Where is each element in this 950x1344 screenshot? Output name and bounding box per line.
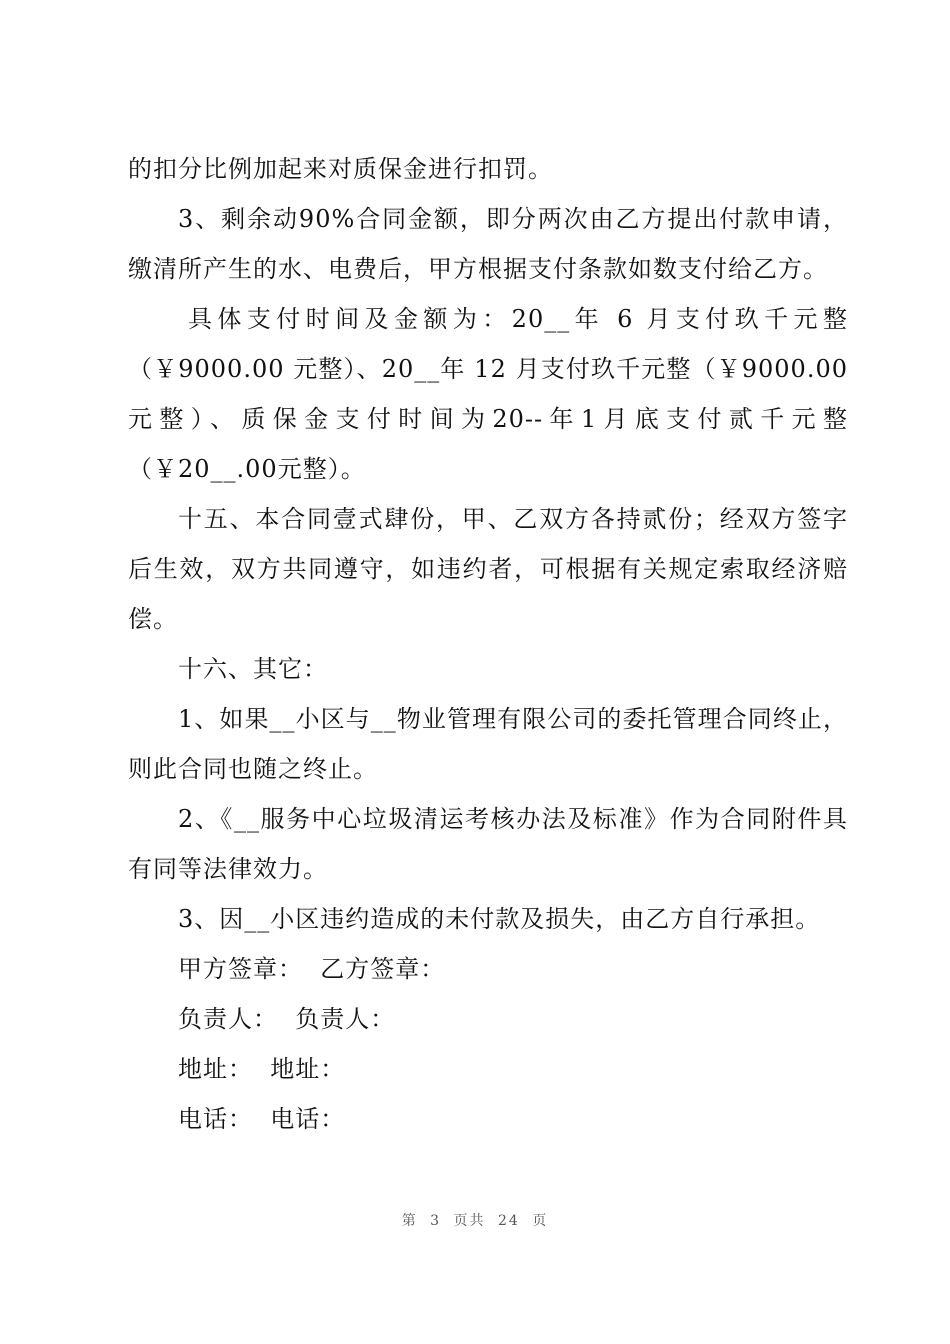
signature-person-line	[128, 994, 848, 1044]
party-b-phone-label: 电话：	[270, 1105, 346, 1133]
paragraph-clause-16-item-2: 2、《__服务中心垃圾清运考核办法及标准》作为合同附件具有同等法律效力。	[128, 805, 848, 883]
party-b-address-label: 地址：	[270, 1055, 346, 1083]
party-a-person-label: 负责人：	[178, 1005, 278, 1033]
paragraph-clause-15: 十五、本合同壹式肆份，甲、乙双方各持贰份；经双方签字后生效，双方共同遵守，如违约者，可根据有关规定索取经济赔偿。	[128, 505, 848, 633]
paragraph-clause-16-heading: 十六、其它：	[178, 655, 328, 683]
signature-address-line	[128, 1044, 848, 1094]
paragraph-clause-16-item-1: 1、如果__小区与__物业管理有限公司的委托管理合同终止，则此合同也随之终止。	[128, 705, 848, 783]
page-number-footer: 第 3 页共 24 页	[401, 1213, 549, 1229]
party-a-seal-label: 甲方签章：	[178, 955, 303, 983]
party-b-seal-label: 乙方签章：	[320, 955, 446, 983]
paragraph-payment-clause: 3、剩余动90%合同金额，即分两次由乙方提出付款申请，缴清所产生的水、电费后，甲方根据支付条款如数支付给乙方。	[128, 205, 848, 283]
signature-seal-line	[128, 944, 848, 994]
party-a-address-label: 地址：	[178, 1055, 253, 1083]
party-a-phone-label: 电话：	[178, 1105, 253, 1133]
paragraph-payment-schedule: 具体支付时间及金额为：20__年 6 月支付玖千元整（￥9000.00 元整）、20__年 12 月支付玖千元整（￥9000.00 元整）、质保金支付时间为20--年1月底支付贰千元整（￥20__.00元整）。	[128, 305, 848, 483]
document-body	[128, 144, 848, 1144]
signature-phone-line	[128, 1094, 848, 1144]
party-b-person-label: 负责人：	[295, 1005, 396, 1033]
paragraph-clause-16-item-3: 3、因__小区违约造成的未付款及损失，由乙方自行承担。	[178, 905, 821, 933]
paragraph-continuation: 的扣分比例加起来对质保金进行扣罚。	[128, 155, 553, 183]
